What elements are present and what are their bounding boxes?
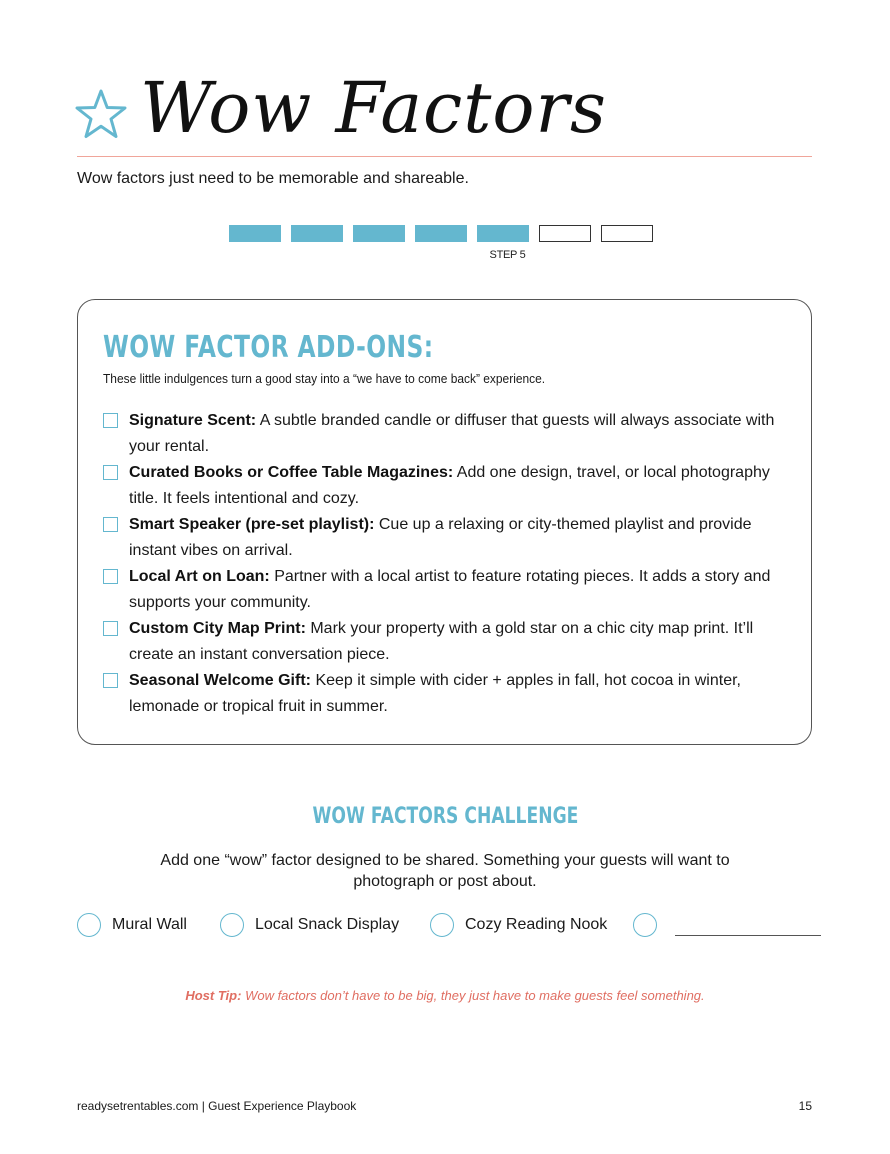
option-cozy-reading-nook[interactable] (430, 911, 607, 939)
checkbox[interactable] (103, 517, 118, 532)
item-text: Partner with a local artist to feature rotating pieces. It adds a story and supports your community. (129, 568, 771, 611)
list-item (103, 564, 783, 616)
item-text: Add one design, travel, or local photography title. It feels intentional and cozy. (129, 464, 770, 507)
item-name: Custom City Map Print: (129, 620, 306, 637)
title-divider (77, 156, 812, 157)
step-box (477, 225, 529, 242)
star-icon (74, 88, 128, 140)
host-tip-text: Wow factors don’t have to be big, they just have to make guests feel something. (245, 988, 705, 1003)
item-name: Seasonal Welcome Gift: (129, 672, 311, 689)
item-text: Keep it simple with cider + apples in fall, hot cocoa in winter, lemonade or tropical fruit in summer. (129, 672, 741, 715)
item-text: A subtle branded candle or diffuser that guests will always associate with your rental. (129, 412, 775, 455)
option-local-snack-display[interactable] (220, 911, 399, 939)
step-box (229, 225, 281, 242)
option-mural-wall[interactable] (77, 911, 187, 939)
page-title: Wow Factors (140, 67, 607, 149)
addons-subtitle: These little indulgences turn a good stay into a “we have to come back” experience. (103, 371, 546, 386)
step-box (601, 225, 653, 242)
item-text: Cue up a relaxing or city-themed playlist and provide instant vibes on arrival. (129, 516, 752, 559)
item-name: Smart Speaker (pre-set playlist): (129, 516, 375, 533)
write-in-line[interactable] (675, 915, 821, 936)
checkbox[interactable] (103, 569, 118, 584)
page-number: 15 (798, 1099, 812, 1113)
radio-button[interactable] (430, 913, 454, 937)
intro-text: Wow factors just need to be memorable and shareable. (77, 170, 469, 187)
item-name: Local Art on Loan: (129, 568, 270, 585)
step-box (353, 225, 405, 242)
host-tip (0, 987, 890, 1005)
item-name: Curated Books or Coffee Table Magazines: (129, 464, 454, 481)
list-item (103, 616, 783, 668)
addons-list (103, 408, 783, 720)
step-box (539, 225, 591, 242)
step-progress (229, 225, 661, 245)
host-tip-label: Host Tip: (185, 988, 242, 1003)
footer-text: readysetrentables.com | Guest Experience Playbook (77, 1099, 357, 1113)
list-item (103, 668, 783, 720)
list-item (103, 512, 783, 564)
radio-button[interactable] (220, 913, 244, 937)
option-label: Local Snack Display (255, 916, 400, 933)
step-box (291, 225, 343, 242)
checkbox[interactable] (103, 465, 118, 480)
addons-title: WOW FACTOR ADD-ONS: (103, 330, 434, 365)
option-label: Mural Wall (112, 916, 187, 933)
checkbox[interactable] (103, 673, 118, 688)
challenge-title: WOW FACTORS CHALLENGE (312, 804, 578, 829)
checkbox[interactable] (103, 621, 118, 636)
checkbox[interactable] (103, 413, 118, 428)
item-text: Mark your property with a gold star on a chic city map print. It’ll create an instant conversation piece. (129, 620, 754, 663)
option-label: Cozy Reading Nook (465, 916, 608, 933)
radio-button[interactable] (633, 913, 657, 937)
list-item (103, 460, 783, 512)
list-item (103, 408, 783, 460)
radio-button[interactable] (77, 913, 101, 937)
item-name: Signature Scent: (129, 412, 257, 429)
challenge-description: Add one “wow” factor designed to be shared. Something your guests will want to photograph or post about. (160, 852, 730, 890)
option-other[interactable] (633, 911, 821, 939)
step-box (415, 225, 467, 242)
step-label: STEP 5 (489, 249, 526, 261)
